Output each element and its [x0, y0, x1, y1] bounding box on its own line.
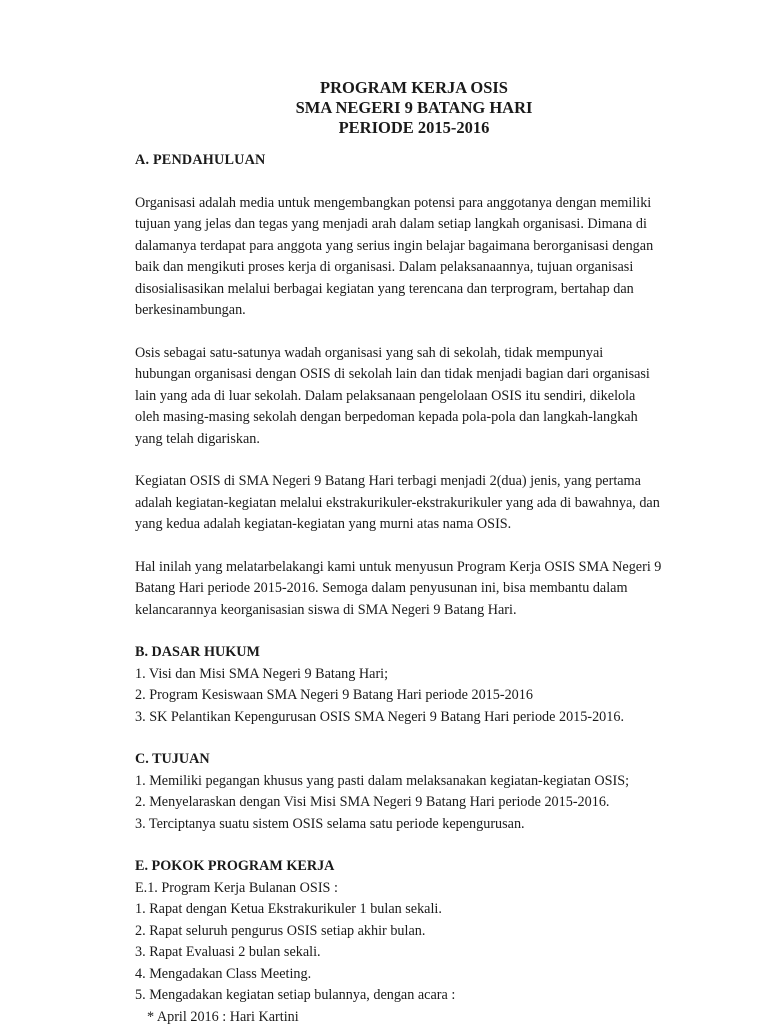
paragraph-line: Osis sebagai satu-satunya wadah organisasi yang sah di sekolah, tidak mempunyai — [135, 343, 735, 365]
title-line-2: SMA NEGERI 9 BATANG HARI — [60, 98, 768, 118]
paragraph-line: adalah kegiatan-kegiatan melalui ekstrakurikuler-ekstrakurikuler yang ada di bawahnya, dan — [135, 493, 735, 515]
section-c-heading: C. TUJUAN — [135, 749, 735, 771]
paragraph-1 — [135, 193, 735, 322]
paragraph-line: tujuan yang jelas dan tegas yang menjadi arah dalam setiap langkah organisasi. Dimana di — [135, 214, 735, 236]
title-line-1: PROGRAM KERJA OSIS — [60, 78, 768, 98]
paragraph-line: lain yang ada di luar sekolah. Dalam pelaksanaan pengelolaan OSIS itu sendiri, dikelola — [135, 386, 735, 408]
paragraph-line: hubungan organisasi dengan OSIS di sekolah lain dan tidak menjadi bagian dari organisasi — [135, 364, 735, 386]
section-e-heading: E. POKOK PROGRAM KERJA — [135, 856, 735, 878]
paragraph-4 — [135, 557, 735, 622]
paragraph-line: disosialisasikan melalui berbagai kegiatan yang terencana dan terprogram, bertahap dan — [135, 279, 735, 301]
paragraph-3 — [135, 471, 735, 536]
list-item: 2. Menyelaraskan dengan Visi Misi SMA Negeri 9 Batang Hari periode 2015-2016. — [135, 792, 735, 814]
paragraph-line: oleh masing-masing sekolah dengan berpedoman kepada pola-pola dan langkah-langkah — [135, 407, 735, 429]
list-item: 1. Memiliki pegangan khusus yang pasti dalam melaksanakan kegiatan-kegiatan OSIS; — [135, 771, 735, 793]
section-c-list — [135, 771, 735, 836]
list-item: 3. SK Pelantikan Kepengurusan OSIS SMA Negeri 9 Batang Hari periode 2015-2016. — [135, 707, 735, 729]
document-title — [0, 78, 768, 138]
paragraph-line: Kegiatan OSIS di SMA Negeri 9 Batang Hari terbagi menjadi 2(dua) jenis, yang pertama — [135, 471, 735, 493]
list-item: 4. Mengadakan Class Meeting. — [135, 964, 735, 986]
paragraph-line: dalamanya terdapat para anggota yang serius ingin belajar bagaimana berorganisasi dengan — [135, 236, 735, 258]
list-item: 3. Rapat Evaluasi 2 bulan sekali. — [135, 942, 735, 964]
paragraph-line: Hal inilah yang melatarbelakangi kami untuk menyusun Program Kerja OSIS SMA Negeri 9 — [135, 557, 735, 579]
bullet-item: * April 2016 : Hari Kartini — [135, 1007, 735, 1028]
paragraph-2 — [135, 343, 735, 451]
paragraph-line: baik dan mengikuti proses kerja di organisasi. Dalam pelaksanaannya, tujuan organisasi — [135, 257, 735, 279]
paragraph-line: berkesinambungan. — [135, 300, 735, 322]
paragraph-line: yang telah digariskan. — [135, 429, 735, 451]
paragraph-line: Organisasi adalah media untuk mengembangkan potensi para anggotanya dengan memiliki — [135, 193, 735, 215]
subheading: E.1. Program Kerja Bulanan OSIS : — [135, 878, 735, 900]
list-item: 2. Program Kesiswaan SMA Negeri 9 Batang Hari periode 2015-2016 — [135, 685, 735, 707]
paragraph-line: kelancarannya keorganisasian siswa di SMA Negeri 9 Batang Hari. — [135, 600, 735, 622]
title-line-3: PERIODE 2015-2016 — [60, 118, 768, 138]
list-item: 1. Rapat dengan Ketua Ekstrakurikuler 1 bulan sekali. — [135, 899, 735, 921]
section-b-heading: B. DASAR HUKUM — [135, 642, 735, 664]
section-e-list — [135, 878, 735, 1028]
section-a-heading: A. PENDAHULUAN — [135, 150, 735, 172]
section-b-list — [135, 664, 735, 729]
list-item: 2. Rapat seluruh pengurus OSIS setiap akhir bulan. — [135, 921, 735, 943]
list-item: 5. Mengadakan kegiatan setiap bulannya, dengan acara : — [135, 985, 735, 1007]
document-body — [135, 150, 735, 1028]
paragraph-line: yang kedua adalah kegiatan-kegiatan yang murni atas nama OSIS. — [135, 514, 735, 536]
paragraph-line: Batang Hari periode 2015-2016. Semoga dalam penyusunan ini, bisa membantu dalam — [135, 578, 735, 600]
list-item: 3. Terciptanya suatu sistem OSIS selama satu periode kepengurusan. — [135, 814, 735, 836]
list-item: 1. Visi dan Misi SMA Negeri 9 Batang Hari; — [135, 664, 735, 686]
